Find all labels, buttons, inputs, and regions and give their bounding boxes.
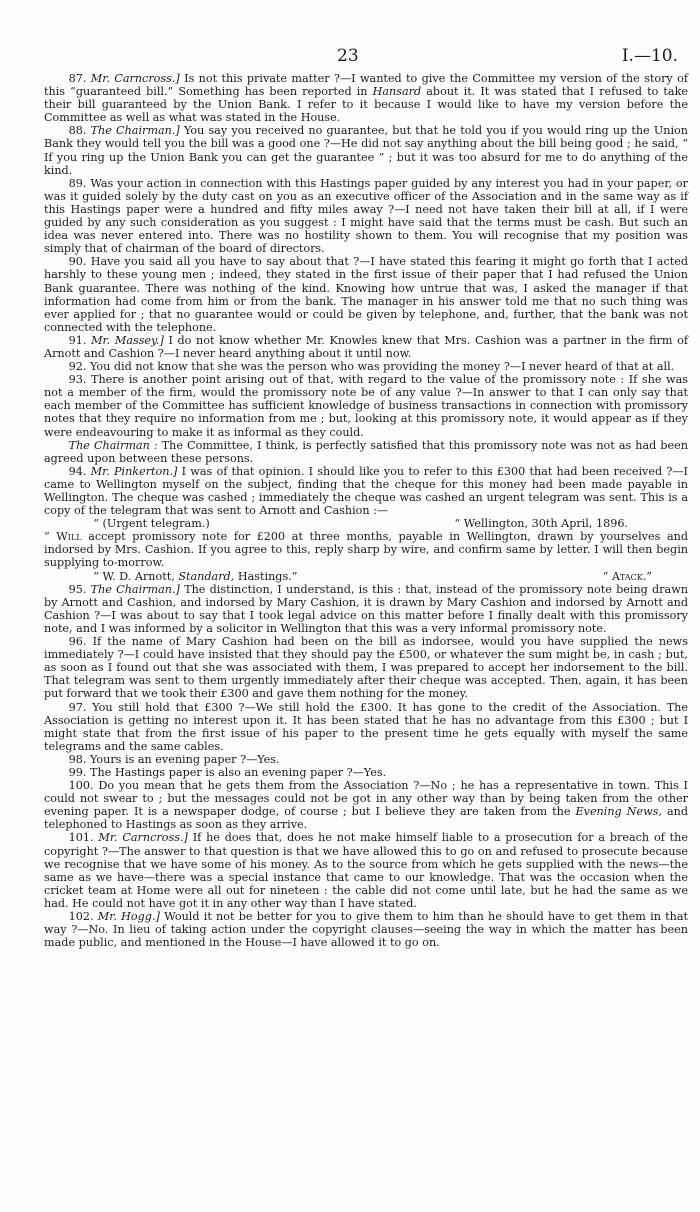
paragraph-text: You say you received no guarantee, but that he told you if you would ring up the Union Bank they would tell you the bill was a good one ?—He did not say anything about the bill being good ; he said, “ If you ring up the Union Bank you can get the guarantee ” ; but it was too absurd for me to do anything of the kind.	[44, 124, 688, 177]
italic-reference: Evening News,	[575, 805, 662, 819]
question-number: 98.	[68, 752, 87, 766]
evidence-paragraph	[44, 701, 688, 753]
evidence-paragraph	[44, 910, 688, 949]
paragraph-text: Would it not be better for you to give them to him than he should have to get them in that way ?—No. In lieu of taking action under the copyright clauses—seeing the way in which the matter has been made public, and mentioned in the House—I have allowed it to go on.	[44, 910, 688, 950]
paragraph-text-continued: about it. It was stated that I refused to take their bill guaranteed by the Union Bank. I refer to it because I would like to have my version before the Committee as well as what was stated in the House.	[44, 85, 688, 125]
paragraph-text: There is another point arising out of that, with regard to the value of the promissory note : If she was not a member of the firm, would the promissory note be of any value ?—In answer to that I can only say that each member of the Committee has sufficient knowledge of business transactions in connection with promissory notes that they require no information from me ; but, looking at this promissory note, it would appear as if they were endeavouring to make it as informal as they could.	[44, 373, 688, 439]
paragraph-text: The Hastings paper is also an evening paper ?—Yes.	[89, 765, 387, 779]
speaker-name: Mr. Carncross.]	[90, 72, 180, 85]
speaker-name: Mr. Massey.]	[91, 333, 164, 347]
question-number: 102.	[68, 910, 94, 923]
speaker-name: The Chairman.]	[90, 582, 180, 596]
evidence-text	[44, 72, 688, 949]
evidence-paragraph	[44, 439, 688, 465]
document-reference: I.—10.	[621, 46, 678, 66]
paragraph-text-continued: and telephoned to Hastings as soon as they arrive.	[44, 805, 688, 832]
telegram-place-date: “ Wellington, 30th April, 1896.	[454, 517, 628, 531]
question-number: 91.	[68, 333, 87, 347]
question-number: 95.	[68, 582, 87, 596]
paragraph-text: Have you said all you have to say about that ?—I have stated this fearing it might go forth that I acted harshly to these young men ; indeed, they stated in the first issue of their paper that I had refused the Union Bank guarantee. There was nothing of the kind. Knowing how untrue that was, I asked the manager if that information had come from him or from the bank. The manager in his answer told me that no such thing was ever applied for ; that no guarantee would or could be given by telephone, and, further, that the bank was not connected with the telephone.	[44, 255, 688, 334]
paragraph-text: If the name of Mary Cashion had been on the bill as indorsee, would you have supplied the news immediately ?—I could have insisted that they should pay the £500, or whatever the sum might be, in cash ; but, as soon as I found out that she was associated with them, I was prepared to accept her indorsement to the bill. That telegram was sent to them urgently immediately after their cheque was accepted. Then, again, it has been put forward that we took their £300 and gave them nothing for the money.	[44, 635, 688, 701]
question-number: 97.	[68, 700, 87, 714]
evidence-paragraph	[44, 635, 688, 700]
question-number: 88.	[68, 124, 87, 138]
speaker-name: Mr. Carncross.]	[98, 831, 188, 845]
paragraph-text: I was of that opinion. I should like you to refer to this £300 that had been received ?—I came to Wellington myself on the subject, finding that the cheque for this money had been made payable in Wellington. The cheque was cashed ; immediately the cheque was cashed an urgent telegram was sent. This is a copy of the telegram that was sent to Arnott and Cashion :—	[44, 464, 688, 518]
speaker-name: Mr. Hogg.]	[97, 910, 160, 923]
paragraph-text: If he does that, does he not make himself liable to a prosecution for a breach of the copyright ?—The answer to that question is that we have allowed this to go on and refused to prosecute because we recognise that we have some of his money. As to the source from which he gets supplied with the news—the same as we have—there was a special instance that came to our knowledge. That was the occasion when the cricket team at Home were all out for nineteen : the cable did not come until late, but he had the same as we had. He could not have got it in any other way than I have stated.	[44, 831, 688, 910]
question-number: 87.	[68, 72, 87, 85]
telegram-signature: “ Atack.”	[602, 569, 652, 583]
evidence-paragraph	[44, 766, 688, 779]
page-number: 23	[337, 46, 359, 66]
question-number: 90.	[68, 255, 87, 269]
telegram-signoff	[44, 570, 688, 583]
paragraph-text: Is not this private matter ?—I wanted to give the Committee my version of the story of this “guaranteed bill.” Something has been reported in	[44, 72, 688, 99]
paragraph-text: I do not know whether Mr. Knowles knew that Mrs. Cashion was a partner in the firm of Arnott and Cashion ?—I never heard anything about it until now.	[44, 333, 688, 360]
evidence-paragraph	[44, 255, 688, 334]
telegram-header	[44, 517, 688, 530]
evidence-paragraph	[44, 334, 688, 360]
telegram-lead: “ Will	[44, 530, 82, 544]
paragraph-text: The Committee, I think, is perfectly satisfied that this promissory note was not as had been agreed upon between these persons.	[44, 438, 688, 465]
question-number: 99.	[68, 765, 87, 779]
telegram-body	[44, 530, 688, 569]
paragraph-text: Was your action in connection with this Hastings paper guided by any interest you had in your paper, or was it guided solely by the duty cast on you as an executive officer of the Association and in the same way as if this Hastings paper were a hundred and fifty miles away ?—I need not have taken their bill at all, if I were guided by any such consideration as you suggest : I might have said that the terms must be cash. But such an idea was never entered into. There was no hostility shown to them. You will recognise that my position was simply that of chairman of the board of directors.	[44, 176, 688, 256]
italic-reference: Hansard	[372, 85, 422, 99]
question-number: 93.	[68, 373, 87, 387]
question-number: 96.	[68, 635, 87, 649]
evidence-paragraph	[44, 753, 688, 766]
paragraph-text: Yours is an evening paper ?—Yes.	[89, 752, 280, 766]
speaker-name: The Chairman :	[68, 438, 158, 452]
evidence-paragraph	[44, 779, 688, 831]
speaker-name: Mr. Pinkerton.]	[90, 464, 178, 478]
paragraph-text: Do you mean that he gets them from the Association ?—No ; he has a representative in town. This I could not swear to ; but the messages could not be got in any other way than by being taken from the other evening paper. It is a newspaper dodge, of course ; but I believe they are taken from the	[44, 779, 688, 819]
paragraph-block-1	[44, 72, 688, 517]
evidence-paragraph	[44, 360, 688, 373]
paragraph-block-2	[44, 583, 688, 950]
speaker-name: The Chairman.]	[90, 124, 180, 138]
page-header	[0, 46, 700, 68]
question-number: 100.	[68, 779, 94, 793]
evidence-paragraph	[44, 124, 688, 176]
evidence-paragraph	[44, 465, 688, 517]
question-number: 94.	[68, 464, 87, 478]
paragraph-text: You still hold that £300 ?—We still hold the £300. It has gone to the credit of the Association. The Association is getting no interest upon it. It has been stated that he has no advantage from this £300 ; but I might state that from the first issue of his paper to the present time he gets equally with myself the same telegrams and the same cables.	[44, 700, 688, 753]
evidence-paragraph	[44, 177, 688, 256]
telegram-label: “ (Urgent telegram.)	[93, 517, 210, 531]
evidence-paragraph	[44, 583, 688, 635]
evidence-paragraph	[44, 72, 688, 124]
paragraph-text: The distinction, I understand, is this : that, instead of the promissory note being drawn by Arnott and Cashion, and indorsed by Mary Cashion, it is drawn by Mary Cashion and indorsed by Arnott and Cashion ?—I was about to say that I took legal advice on this matter before I finally dealt with this promissory note, and I was informed by a solicitor in Wellington that this was a very informal promissory note.	[44, 582, 688, 635]
question-number: 92.	[68, 360, 87, 374]
question-number: 101.	[68, 831, 94, 845]
evidence-paragraph	[44, 373, 688, 438]
telegram-addressee: “ W. D. Arnott, Standard, Hastings.”	[93, 569, 298, 583]
question-number: 89.	[68, 176, 87, 190]
paragraph-text: You did not know that she was the person who was providing the money ?—I never heard of that at all.	[89, 360, 675, 374]
evidence-paragraph	[44, 831, 688, 910]
telegram-text: accept promissory note for £200 at three months, payable in Wellington, drawn by yourselves and indorsed by Mrs. Cashion. If you agree to this, reply sharp by wire, and confirm same by letter. I will then begin supplying to-morrow.	[44, 530, 688, 570]
